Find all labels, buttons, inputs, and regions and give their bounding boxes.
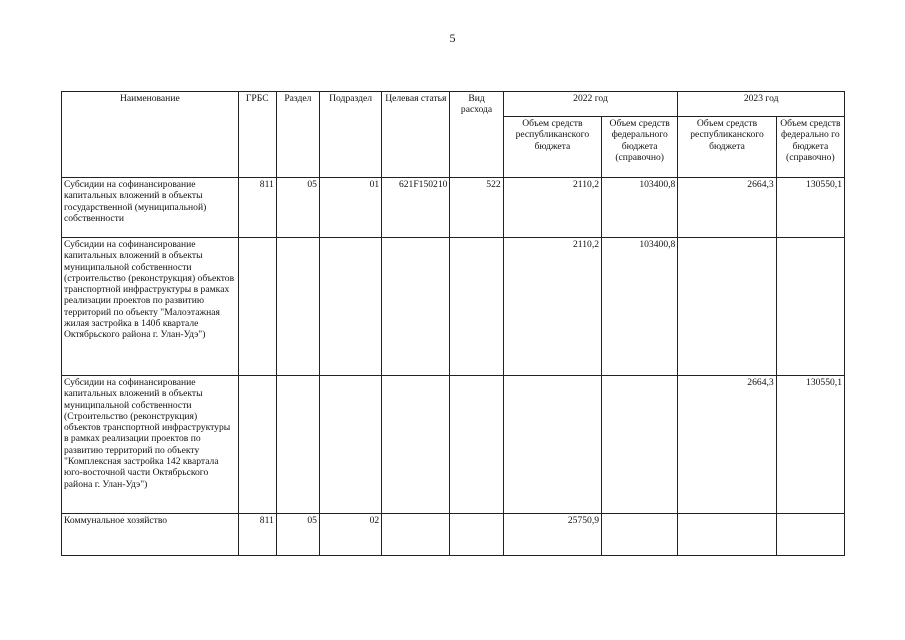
header-year-2022: 2022 год (503, 92, 678, 117)
row-rep-2022 (503, 376, 601, 514)
row-vid: 522 (450, 178, 503, 238)
table-row (62, 238, 845, 376)
row-fed-2022 (602, 376, 678, 514)
header-year-2023: 2023 год (678, 92, 845, 117)
row-name: Коммунальное хозяйство (62, 514, 239, 556)
row-podrazdel: 01 (319, 178, 381, 238)
row-razdel (276, 238, 319, 376)
header-fed-budget-2022: Объем средств федерального бюджета (справочно) (602, 117, 678, 178)
row-celevaya (382, 514, 450, 556)
row-grbs: 811 (238, 514, 276, 556)
row-podrazdel (319, 376, 381, 514)
row-razdel (276, 376, 319, 514)
row-razdel: 05 (276, 178, 319, 238)
row-fed-2022: 103400,8 (602, 238, 678, 376)
row-podrazdel (319, 238, 381, 376)
row-celevaya (382, 376, 450, 514)
row-fed-2022: 103400,8 (602, 178, 678, 238)
header-row-1 (62, 92, 845, 117)
row-fed-2023: 130550,1 (776, 178, 844, 238)
row-name: Субсидии на софинансирование капитальных вложений в объекты муниципальной собственности (Строительство (реконструкция) объектов транспортной инфраструктуры в рамках реализации проектов по развитию территорий по объекту "Комплексная застройка 142 квартала юго-восточной части Октябрьского района г. Улан-Удэ") (62, 376, 239, 514)
row-vid (450, 238, 503, 376)
row-vid (450, 514, 503, 556)
row-grbs (238, 238, 276, 376)
header-rep-budget-2023: Объем средств республиканского бюджета (678, 117, 776, 178)
row-rep-2023 (678, 238, 776, 376)
table-row (62, 178, 845, 238)
row-rep-2022: 25750,9 (503, 514, 601, 556)
row-fed-2023: 130550,1 (776, 376, 844, 514)
page-number: 5 (449, 31, 456, 45)
row-fed-2023 (776, 238, 844, 376)
header-name: Наименование (62, 92, 239, 178)
row-name: Субсидии на софинансирование капитальных вложений в объекты государственной (муниципальной) собственности (62, 178, 239, 238)
header-razdel: Раздел (276, 92, 319, 178)
budget-table (61, 91, 845, 556)
header-grbs: ГРБС (238, 92, 276, 178)
row-celevaya (382, 238, 450, 376)
row-podrazdel: 02 (319, 514, 381, 556)
header-celevaya-statya: Целевая статья (382, 92, 450, 178)
header-podrazdel: Подраздел (319, 92, 381, 178)
row-grbs (238, 376, 276, 514)
header-fed-budget-2023: Объем средств федерально го бюджета (справочно) (776, 117, 844, 178)
row-rep-2023 (678, 514, 776, 556)
table-row (62, 376, 845, 514)
row-vid (450, 376, 503, 514)
row-fed-2023 (776, 514, 844, 556)
row-rep-2023: 2664,3 (678, 376, 776, 514)
header-vid-raskhoda: Вид расхода (450, 92, 503, 178)
row-rep-2022: 2110,2 (503, 238, 601, 376)
row-rep-2023: 2664,3 (678, 178, 776, 238)
row-rep-2022: 2110,2 (503, 178, 601, 238)
row-celevaya: 621F150210 (382, 178, 450, 238)
row-name: Субсидии на софинансирование капитальных вложений в объекты муниципальной собственности (строительство (реконструкция) объектов транспортной инфраструктуры в рамках реализации проектов по развитию территорий по объекту "Малоэтажная жилая застройка в 140б квартале Октябрьского района г. Улан-Удэ") (62, 238, 239, 376)
header-rep-budget-2022: Объем средств республиканского бюджета (503, 117, 601, 178)
row-razdel: 05 (276, 514, 319, 556)
table-row (62, 514, 845, 556)
row-fed-2022 (602, 514, 678, 556)
row-grbs: 811 (238, 178, 276, 238)
